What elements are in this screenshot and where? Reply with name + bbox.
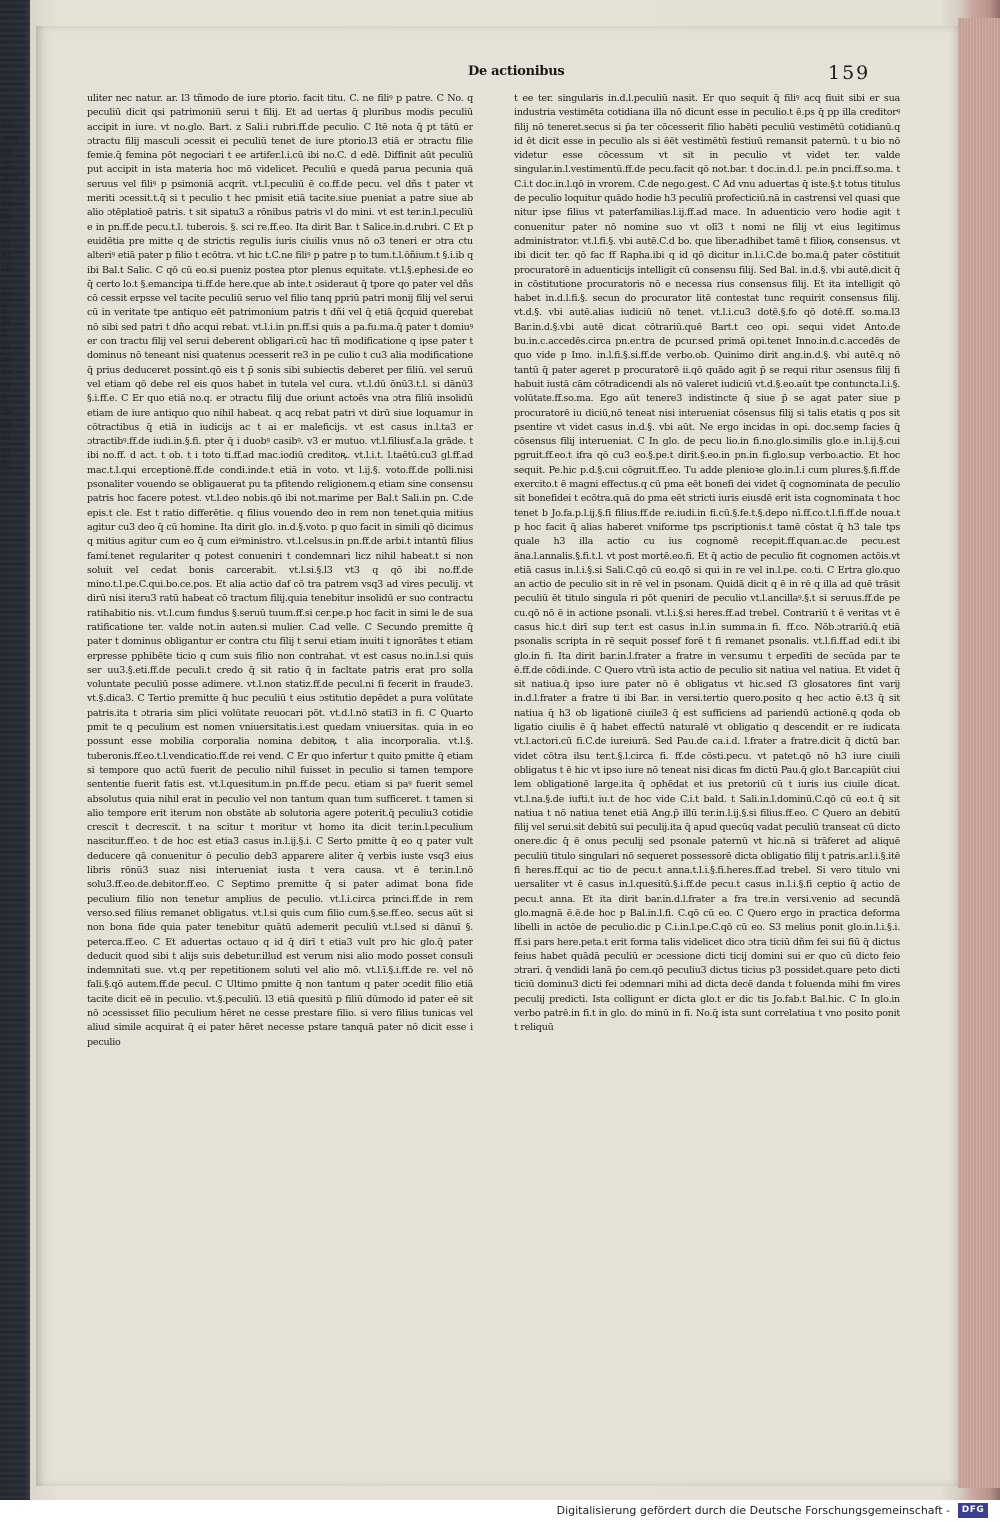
digitization-footer xyxy=(0,1500,1000,1522)
facing-page-fragment: ulti ɔtro do ʒu ɔtra an tus ra re ia er rie no it la ti m re ue ur li de de or ia fo xyxy=(2,121,19,469)
left-text-column xyxy=(87,92,473,1390)
left-column-text: uliter nec natur. ar. l3 tñmodo de iure ptorio. facit titu. C. ne filiꝰ p patre. C No. q peculiū dicit qsi patrimoniū serui t filij. Et ad uertas q̄ pluribus modis peculiū accipit in iure. vt no.glo. Bart. z Sali.i rubri.ff.de peculio. C Itē nota q̄ pt tātū er ɔtractu filij masculi ɔcessit ei peculiū tenet de iure ptorio.l3 etiā er ɔtractu filie femie.q̄ femina pōt negociari t ee artifer.l.i.cū ibi no.C. d edē. Diffinit aūt peculiū put accipit in ista materia hoc mō videlicet. Peculiū e quedā parua pecunia quā seruus vel filiꝰ p psimoniā acqrit. vt.l.peculiū ē co.ff.de pecu. vel dñs t pater vt meriti ɔcessit.t.q̄ si t peculio t hec pmisit etiā tacite.siue pueniat a patre siue ab alio ɔtēplatioē patris. t sit sipatu3 a rōnibus patris vl do mini. vt est ter.in.l.peculiū e in pn.ff.de pecu.t.l. tuberois. §. sci re.ff.eo. Ita dirit Bar. t Salice.in.d.rubri. C Et p euidētia pre mitte q de strictis regulis iuris ciuilis vnus nō o3 teneri er ɔtra ctu alteriꝰ etiā pater p filio t ecōtra. vt hic t.C.ne filiꝰ p patre p to tum.t.l.ōñium.t §.i.ib q ibi Bal.t Salic. C qō cū eo.si pueniz postea ptor plenus equitate. vt.l.§.ephesi.de eo q̄ certo lo.t §.emancipa ti.ff.de here.que ab inte.t ɔsideraut q̄ tpore qo pater vel dñs cō cessit erpsse vel tacite peculiū seruo vel filio tanq ppriū patri monij filij vel serui cū in veritate tpe antiquo eēt patrimonium patris t dñi vel q̄ etiā q̄cquid querebat nō sibi sed patri t dño acqui rebat. vt.l.i.in pn.ff.si quis a pa.fu.ma.q̄ pater t domiuꝰ er con tractu filij vel serui deberent obligari.cū hac tñ modificatione q ipse pater t dominus nō teneant nisi quatenus ɔcesserit re3 in pe culio t cu3 alia modificatione q̄ prius deduceret possint.qō eis t p̄ sonis sibi subiectis deberet per filiū. vel seruū vel etiam qō debe rel eis quos habet in tutela vel cura. vt.l.dū ōnū3.t.l. si dānū3 §.i.ff.e. C Er quo etiā no.q. er ɔtractu filij due oriunt actoēs vna ɔtra filiū insolidū etiam de iure antiquo quo nihil habeat. q acq rebat patri vt dirū siue loquamur in cōtractibus q̄ etiā in iudicijs ac t ai er maleficijs. vt est casus in.l.ta3 er ɔtractibꝰ.ff.de iudi.in.§.fi. pter q̄ i duobꝰ casibꝰ. v3 er mutuo. vt.l.filiusf.a.la grāde. t ibi no.ff. d act. t ob. t i toto ti.ff.ad mac.iodiū creditoꝶ. vt.l.i.t. l.taētū.cu3 gl.ff.ad mac.t.l.qui erceptionē.ff.de condi.inde.t etiā in voto. vt l.ij.§. voto.ff.de polli.nisi psonaliter vouendo se obligauerat pu ta pfitendo religionem.q etiam sine consensu patris hoc facere potest. vt.l.deo nobis.qō ibi not.marime per Bal.t Sali.in pn. C.de epis.t cle. Est t ratio differētie. q filius vouendo deo in rem non tenet.quia mitius agitur cu3 deo q̄ cū homine. Ita dirit glo. in.d.§.voto. p quo facit in simili qō dicimus q mitius agitur cum eo q̄ cum eiꝰministro. vt.l.celsus.in pn.ff.de arbi.t intantū filius famí.tenet regulariter q potest conueniri t condemnari licz nihil habeat.t si non soluit vel cedat bonis carcerabit. vt.l.si.§.l3 vt3 q qō ibi no.ff.de mino.t.l.pe.C.qui.bo.ce.pos. Et alia actio daf cō tra patrem vsq3 ad vires peculij. vt dirū nisi iteru3 ratū habeat cō tractum filij.quia tenebitur insolidū er suo contractu ratihabitio nis. vt.l.cum fundus §.seruū tuum.ff.si cer.pe.p hoc facit in simi le de sua ratificatione ter. valde not.in auten.si mulier. C.ad velle. C Secundo premitte q̄ pater t dominus obligantur er contra ctu filij t serui etiam inuiti t ignorātes t etiam erpresse pphibēte ticio q cum suis filio non contrahat. vt est casus no.in.l.si quis ser uu3.§.eti.ff.de peculi.t credo q̄ sit ratio q̄ in facltate patris erat pro solla voluntate peculiū posse adimere. vt.l.non statiz.ff.de pecul.ni fi fecerit in fraude3. vt.§.dica3. C Tertio premitte q̄ huc peculiū t eius ɔstitutio depēdet a pura volūtate patris.ita t ɔtraria sim plici volūtate reuocari pōt. vt.d.l.nō statī3 in fi. C Quarto pmit te q peculium est nomen vniuersitatis.i.est quedam vniuersitas. quia in eo possunt esse mobilia corporalia nomina debitoꝶ t alia incorporalia. vt.l.§. tuberonis.ff.eo.t.l.vendicatio.ff.de rei vend. C Er quo infertur t quito pmitte q̄ etiam si tempore quo actū fuerit de peculio nihil fuisset in peculio si tamen tempore sententie fuerit fatis est. vt.l.quesitum.in pn.ff.de pecu. etiam si paꝰ fuerit semel absolutus quia nihil erat in peculio vel non tantum quan tum sufficeret. t tamen si alio tempore erit iterum non obstāte ab solutoria agere poterit.q̄ peculiu3 cotidie crescit t decrescit. t na scitur t moritur vt homo ita dicit ter.in.l.peculium nascitur.ff.eo. t de hoc est etia3 casus in.l.ij.§.i. C Serto pmitte q̄ eo q pater vult deducere qā conuenitur ō peculio deb3 apparere aliter q̄ verbis iuste vsq3 eius libris rōnū3 suaz nisi interueniat iusta t vera causa. vt ē ter.in.l.nō solu3.ff.eo.de.debitor.ff.eo. C Septimo premitte q̄ si pater adimat bona fide peculium filio non tenetur amplius de peculio. vt.l.i.circa princi.ff.de in rem verso.sed filius remanet obligatus. vt.l.si quis cum filio cum.§.se.ff.eo. secus aūt si non bona fide quia pater tenebitur quātū ademerit peculiū vt.l.sed si dānuī §. peterca.ff.eo. C Et aduertas octauo q id q̄ dirī t etia3 vult pro hic glo.q̄ pater deducit quod sibi t alijs suis debetur.illud est verum nisi alio modo posset consuli indemnitati sue. vt.q per repetitionem soluti vel alio mō. vt.l.ī.§.i.ff.de re. vel nō fali.§.qō autem.ff.de pecul. C Ultimo pmitte q̄ non tantum q pater ɔcedit filio etiā tacite dicit eē in peculio. vt.§.peculiū. l3 etiā quesitū p filiū dūmodo id pater eē sit nō ɔcessisset filio peculium hēret ne cesse prestare filio. si vero filius tunicas vel aliud simile acquirat q̄ ei pater hēret necesse pstare tanquā pater nō dicit esse i peculio xyxy=(87,93,473,1048)
footer-credit: Digitalisierung gefördert durch die Deutsche Forschungsgemeinschaft - xyxy=(556,1504,950,1517)
facing-page-edge xyxy=(0,0,30,1500)
right-text-column xyxy=(514,92,900,1388)
folio-number: 159 xyxy=(828,62,871,84)
running-head: De actionibus xyxy=(468,64,565,79)
page-fore-edge xyxy=(958,18,1000,1488)
right-column-text: t ee ter. singularis in.d.l.peculiū nasit. Er quo sequit q̄ filiꝰ acq fiuit sibi er sua industria vestimēta cotidiana illa nō dicunt esse in peculio.t ē.ps q̄ pp illa creditorꝰ filij nō teneret.secus si p̄a ter cōcesserit filio habēti peculiū vestimētū cotidianū.q id ēt dicit esse in peculio als si ēēt vestimētū festiuū remansit paternū. t u bio nō videtur esse cōcessum vt sit in peculio vt videt ter. valde singular.in.l.vestimentū.ff.de pecu.facit qō not.bar. t doc.in.d.l. pe.in pnci.ff.so.ma. t C.i.t doc.in.l.qō in vrorem. C.de nego.gest. C Ad vnu aduertas q̄ iste.§.t totus titulus de peculio loquitur quādo hodie h3 peculiū profecticiū.nā in castrensi vel quasi que nitur ipse filius vt paterfamilias.l.ij.ff.ad mace. In aduenticio vero hodie agit t conuenitur pater nō nomine suo vt olī3 t nomi ne filij vt eius legitimus administrator. vt.l.fi.§. vbi autē.C.d bo. que liber.adhibet tamē t filioꝶ consensus. vt ibi dicit ter. qō fac ff Rapha.ibi q id qō dicitur in.l.i.C.de bo.ma.q̄ pater cōstituit procuratorē in aduenticijs intelligit cū consensu filij. Sed Bal. in.d.§. vbi autē.dicit q̄ in cōstitutione procuratoris nō e necessa rius consensus filij. Et ita intelligit qō habet in.d.l.fi.§. secun do procurator litē contestat tunc requirit consensus filij. vt.d.§. vbi autē.alias iudiciū nō tenet. vt.l.i.cu3 dotē.§.fo qō dotē.ff. so.ma.l3 Bar.in.d.§.vbi autē dicat cōtrariū.quē Bart.t ceo opi. sequi videt Anto.de bu.in.c.accedēs.circa pn.er.tra de pcur.sed primā opi.tenet Inno.in.d.c.accedēs de quo vide p Imo. in.l.fi.§.si.ff.de verbo.ob. Quinimo dirit ang.in.d.§. vbi autē.q nō tantū q̄ pater ageret p procuratorē ii.qō quādo agit p̄ se requi ritur ɔsensus filij fi habuit iustā cām cōtradicendi als nō valeret iudiciū vt.d.§.eo.aūt tpe contuncta.l.i.§. volūtate.ff.so.ma. Ego aūt tenere3 indistincte q̄ siue p̄ se agat pater siue p procuratorē iu diciū,nō teneat nisi interueniat cōsensus filij si talis etatis q pos sit psentire vt videt casus in.d.§. vbi aūt. Ne ergo incidas in opi. doc.semp facies q̄ cōsensus filij interueniat. C In glo. de pecu lio.in fi.no.glo.similis glo.e in.l.ij.§.cui pgruit.ff.eo.t ifra qō cu3 eo.§.pe.t dirit.§.eo.in pn.in fi.glo.sup verbo.actio. Et hoc sequit. Pe.hic p.d.§.cui cōgruit.ff.eo. Tu adde plenioꝛe glo.in.l.i cum plures.§.fi.ff.de exercito.t ē magni effectus.q cū pma eēt bonefi dei videt q̄ cognominata de peculio sit bonefidei t ecōtra.quā do pma eēt stricti iuris eiusdē erit ista cognominata t hoc tenet b Jo.fa.p.l.ij.§.fi filius.ff.de re.iudi.in fi.cū.§.fe.t.§.depo nī.ff.co.t.l.fi.ff.de noua.t p hoc facit q̄ alias haberet vniforme tps pscriptionis.t tamē cōstat q̄ h3 tale tps quale h3 illa actio cu ius cognomē recepit.ff.quan.ac.de pecu.est āna.l.annalis.§.fi.t.l. vt post mortē.eo.fi. Et q̄ actio de peculio fit cognomen actōis.vt etiā casus in.l.i.§.si Sali.C.qō cū eo.qō si qui in re vel in.l.pe. co.ti. C Ertra glo.quo an actio de peculio sit in rē vel in psonam. Quidā dicit q ē in rē q illa ad quē trāsit peculiū ēt titulo singula ri pōt queniri de peculio vt.l.ancillaꝰ.§.t si seruus.ff.de pe cu.qō nō ē in actione psonali. vt.l.i.§.si heres.ff.ad trebel. Contrariū t ē veritas vt ē casus hic.t dirī sup ter.t est casus in.l.in summa.in fi. ff.co. Nōb.ɔtrariū.q̄ etiā psonalis scripta in rē sequit possef forē t fi remanet psonalis. vt.l.fi.ff.ad edi.t ibi glo.in fi. Ita dirit bar.in.l.frater a fratre in ver.sumu t erpedīti de secūda par te ē.ff.de cōdi.inde. C Quero vtrū ista actio de peculio sit natiua vel natiua. Et videt q̄ sit natiua.q̄ ipso iure pater nō ē obligatus vt hic.sed ſ3 glosatores fint varij in.d.l.frater a fratre ti ibi Bar. in versi.tertio quero.posito q hec actio ē.t3 q̄ sit natiua q̄ h3 ob ligationē ciuile3 q̄ est sufficiens ad pariendū actionē.q qoda ob ligatio ciuilis ē q̄ habet effectū naturalē vt obligatio q descendit er re iudicata vt.l.actori.cū fi.C.de iureiurā. Sed Pau.de ca.i.d. l.frater a fratre.dicit q̄ dictū bar. videt cōtra ilsu ter.t.§.l.circa fi. ff.de cōsti.pecu. vt patet.qō nō h3 iure ciuili obligatus t ē hic vt ipso iure nō teneat nisi dicas fm dictū Pau.q̄ glo.t Bar.capiūt ciui lem obligationē large.ita q̄ ɔphēdat et ius pretoriū cū t iuris ius ciuile dicat. vt.l.na.§.de iufti.t iu.t de hoc vide C.i.t bald. t Sali.in.l.dominū.C.qō cū eo.t q̄ sit natiua t nō natiua tenet etiā Ang.p̄ illū ter.in.l.ij.§.si filius.ff.eo. C Quero an debitū filij vel serui.sit debitū sui peculij.ita q̄ apud quecūq vadat peculiū transeat cū dicto onere.dic q̄ ē onus peculij sed psonale paternū vt hic.nā si trāferet ad aliquē peculiū titulo singulari nō sequeret possessorē dicta obligatio filij t patris.ar.l.i.§.itē fi heres.ff.qui ac tio de pecu.t anna.t.l.i.§.fi.heres.ff.ad trebel. Si vero titulo vni uersaliter vt ē casus in.l.quesitū.§.i.ff.de pecu.t casus in.l.i.§.fi ceptio q̄ actio de pecu.t anna. Et ita dirit bar.in.d.l.frater a fra tre.in versi.venio ad secundā glo.magnā ē.ē.de hoc p Bal.in.l.fi. C.qō cū eo. C Quero ergo in practica deforma libelli in actōe de peculio.dic p C.i.in.l.pe.C.qō cū eo. S3 melius ponit glo.in.l.i.§.i. ff.si pars here.peta.t erit forma talis videlicet dico ɔtra ticiū dñm fei sui fiū q̄ dictus feius habet quādā peculiū er ɔcessione dicti ticij domini sui er quo cū dicto feio ɔtrari. q̄ vendidi lanā p̄o cem.qō peculiu3 dictus ticius p3 possidet.quare peto dicti ticiū dominu3 dicti fei ɔdemnari mihi ad dicta decē danda t foluenda mihi fm vires peculij predicti. Ista colligunt er dicta glo.t er dic tis Jo.fab.t Bal.hic. C In glo.in verbo patrē.in fi.t in glo. do minū in fi. No.q̄ ista sunt correlatiua t vno posito ponit t reliquū xyxy=(514,93,900,1034)
dfg-logo-icon: DFG xyxy=(958,1503,988,1518)
